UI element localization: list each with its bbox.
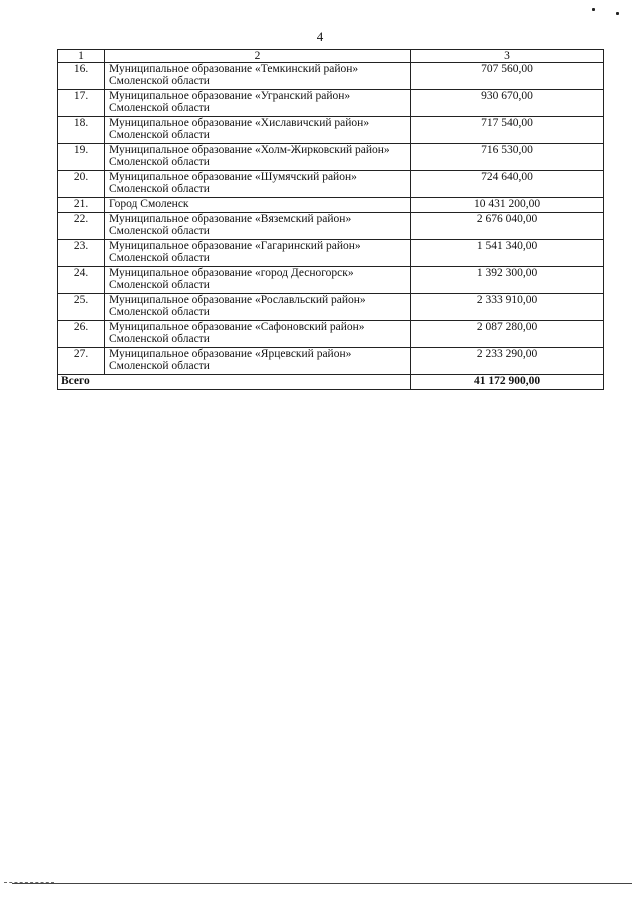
table-row xyxy=(58,213,604,240)
table-row xyxy=(58,240,604,267)
table-row xyxy=(58,321,604,348)
row-name: Муниципальное образование «город Десногорск» Смоленской области xyxy=(105,267,411,294)
row-amount: 10 431 200,00 xyxy=(411,198,604,213)
table-row xyxy=(58,171,604,198)
table-row xyxy=(58,198,604,213)
row-number: 17. xyxy=(58,90,105,117)
allocation-table xyxy=(57,49,604,390)
row-name: Муниципальное образование «Хиславичский район» Смоленской области xyxy=(105,117,411,144)
table-header-row xyxy=(58,50,604,63)
row-amount: 2 087 280,00 xyxy=(411,321,604,348)
row-number: 16. xyxy=(58,63,105,90)
row-name: Муниципальное образование «Рославльский район» Смоленской области xyxy=(105,294,411,321)
row-amount: 1 541 340,00 xyxy=(411,240,604,267)
row-number: 23. xyxy=(58,240,105,267)
row-name: Муниципальное образование «Холм-Жирковский район» Смоленской области xyxy=(105,144,411,171)
table-row xyxy=(58,348,604,375)
table-row xyxy=(58,90,604,117)
row-amount: 716 530,00 xyxy=(411,144,604,171)
row-amount: 1 392 300,00 xyxy=(411,267,604,294)
header-cell-number: 1 xyxy=(58,50,105,63)
row-number: 22. xyxy=(58,213,105,240)
row-amount: 2 233 290,00 xyxy=(411,348,604,375)
table-row xyxy=(58,294,604,321)
row-number: 18. xyxy=(58,117,105,144)
row-number: 24. xyxy=(58,267,105,294)
row-name: Муниципальное образование «Угранский район» Смоленской области xyxy=(105,90,411,117)
row-number: 19. xyxy=(58,144,105,171)
row-name: Муниципальное образование «Вяземский район» Смоленской области xyxy=(105,213,411,240)
total-label: Всего xyxy=(58,375,411,390)
row-number: 20. xyxy=(58,171,105,198)
row-name: Муниципальное образование «Гагаринский район» Смоленской области xyxy=(105,240,411,267)
row-amount: 930 670,00 xyxy=(411,90,604,117)
row-name: Муниципальное образование «Шумячский район» Смоленской области xyxy=(105,171,411,198)
row-number: 25. xyxy=(58,294,105,321)
header-cell-name: 2 xyxy=(105,50,411,63)
row-amount: 724 640,00 xyxy=(411,171,604,198)
scan-speck xyxy=(592,8,595,11)
bottom-rule xyxy=(12,883,632,884)
page-number: 4 xyxy=(316,29,324,44)
row-amount: 717 540,00 xyxy=(411,117,604,144)
row-number: 26. xyxy=(58,321,105,348)
table-row xyxy=(58,144,604,171)
row-number: 27. xyxy=(58,348,105,375)
table-row xyxy=(58,267,604,294)
row-name: Город Смоленск xyxy=(105,198,411,213)
scan-speck xyxy=(616,12,619,15)
table-row xyxy=(58,117,604,144)
row-number: 21. xyxy=(58,198,105,213)
total-amount: 41 172 900,00 xyxy=(411,375,604,390)
row-amount: 2 333 910,00 xyxy=(411,294,604,321)
row-amount: 2 676 040,00 xyxy=(411,213,604,240)
row-name: Муниципальное образование «Темкинский район» Смоленской области xyxy=(105,63,411,90)
row-amount: 707 560,00 xyxy=(411,63,604,90)
row-name: Муниципальное образование «Ярцевский район» Смоленской области xyxy=(105,348,411,375)
total-row xyxy=(58,375,604,390)
header-cell-amount: 3 xyxy=(411,50,604,63)
row-name: Муниципальное образование «Сафоновский район» Смоленской области xyxy=(105,321,411,348)
table-row xyxy=(58,63,604,90)
